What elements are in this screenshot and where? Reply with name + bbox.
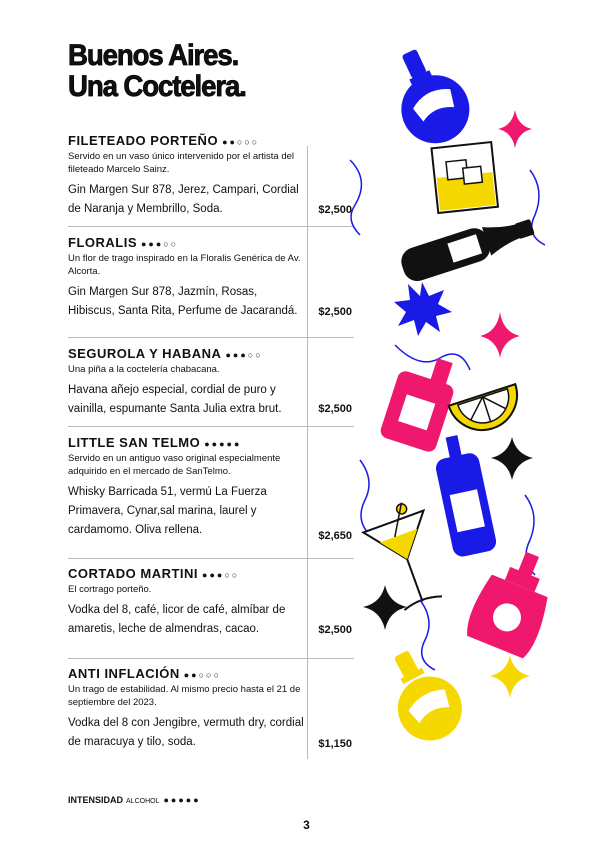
sparkle-icon [490,655,530,698]
item-description: Un trago de estabilidad. Al mismo precio hasta el 21 de septiembre del 2023. [68,684,301,708]
menu-item [68,435,356,540]
item-name: FILETEADO PORTEÑO ●●○○○ [68,133,260,148]
legend-alcohol-label: ALCOHOL [126,798,160,805]
item-name: LITTLE SAN TELMO ●●●●● [68,435,242,450]
item-separator [68,226,354,227]
title-line-1: Buenos Aires. [68,39,239,72]
yellow-bottle-icon [373,639,474,752]
whisky-glass-icon [432,142,498,213]
legend-intensity-label: INTENSIDAD [68,795,124,805]
squiggle-line [420,600,435,670]
item-ingredients: Whisky Barricada 51, vermú La Fuerza Primavera, Cynar,sal marina, laurel y cardamomo. Oliva rellena. [68,486,267,536]
menu-item [68,133,356,219]
legend-dots: ●●●●● [163,795,201,805]
blue-tall-bottle-icon [430,432,498,559]
squiggle-line [360,460,370,535]
item-name: CORTADO MARTINI ●●●○○ [68,566,240,581]
item-description: Una piña a la coctelería chabacana. [68,364,220,375]
item-ingredients: Vodka del 8 con Jengibre, vermuth dry, cordial de maracuya y tilo, soda. [68,717,304,748]
title-line-2: Una Coctelera. [68,70,246,103]
item-description: Un flor de trago inspirado en la Floralis Genérica de Av. Alcorta. [68,253,301,277]
menu-item [68,566,356,639]
sparkle-icon [480,312,520,358]
intensity-legend [68,795,201,805]
item-price: $2,500 [318,306,352,318]
squiggle-line [350,160,361,235]
item-price: $2,650 [318,530,352,542]
menu-item [68,346,356,419]
starburst-icon [394,282,452,336]
item-ingredients: Gin Margen Sur 878, Jazmín, Rosas, Hibiscus, Santa Rita, Perfume de Jacarandá. [68,286,298,317]
intensity-dots: ●●●○○ [202,570,240,580]
item-price: $2,500 [318,403,352,415]
item-price: $2,500 [318,204,352,216]
black-bottle-icon [398,210,538,284]
intensity-dots: ●●○○○ [222,137,260,147]
item-name: SEGUROLA Y HABANA ●●●○○ [68,346,263,361]
moon-icon [375,160,420,208]
lemon-slice-icon [449,384,526,439]
squiggle-line [395,345,470,370]
item-price: $1,150 [318,738,352,750]
pink-round-bottle-icon [463,541,565,660]
intensity-dots: ●●●●● [204,439,242,449]
item-separator [68,337,354,338]
item-ingredients: Havana añejo especial, cordial de puro y vainilla, espumante Santa Julia extra brut. [68,384,282,415]
sparkle-icon [491,437,533,480]
item-ingredients: Vodka del 8, café, licor de café, almíbar de amaretis, leche de almendras, cacao. [68,604,286,635]
item-separator [68,558,354,559]
menu-item [68,235,356,321]
menu-item [68,666,356,752]
item-separator [68,658,354,659]
illustration-column [340,40,565,760]
intensity-dots: ●●●○○ [141,239,179,249]
item-description: Servido en un vaso único intervenido por el artista del fileteado Marcelo Sainz. [68,151,295,175]
blue-bottle-icon [378,40,481,154]
item-name: ANTI INFLACIÓN ●●○○○ [68,666,221,681]
intensity-dots: ●●●○○ [225,350,263,360]
sparkle-icon [363,585,407,630]
sparkle-icon [498,110,532,148]
item-description: Servido en un antiguo vaso original especialmente adquirido en el mercado de SanTelmo. [68,453,281,477]
item-price: $2,500 [318,624,352,636]
item-name: FLORALIS ●●●○○ [68,235,179,250]
martini-glass-icon [358,496,453,614]
item-separator [68,426,354,427]
item-description: El cortrago porteño. [68,584,152,595]
item-ingredients: Gin Margen Sur 878, Jerez, Campari, Cordial de Naranja y Membrillo, Soda. [68,184,299,215]
intensity-dots: ●●○○○ [183,670,221,680]
page-number: 3 [303,818,310,832]
page-title [68,40,246,102]
